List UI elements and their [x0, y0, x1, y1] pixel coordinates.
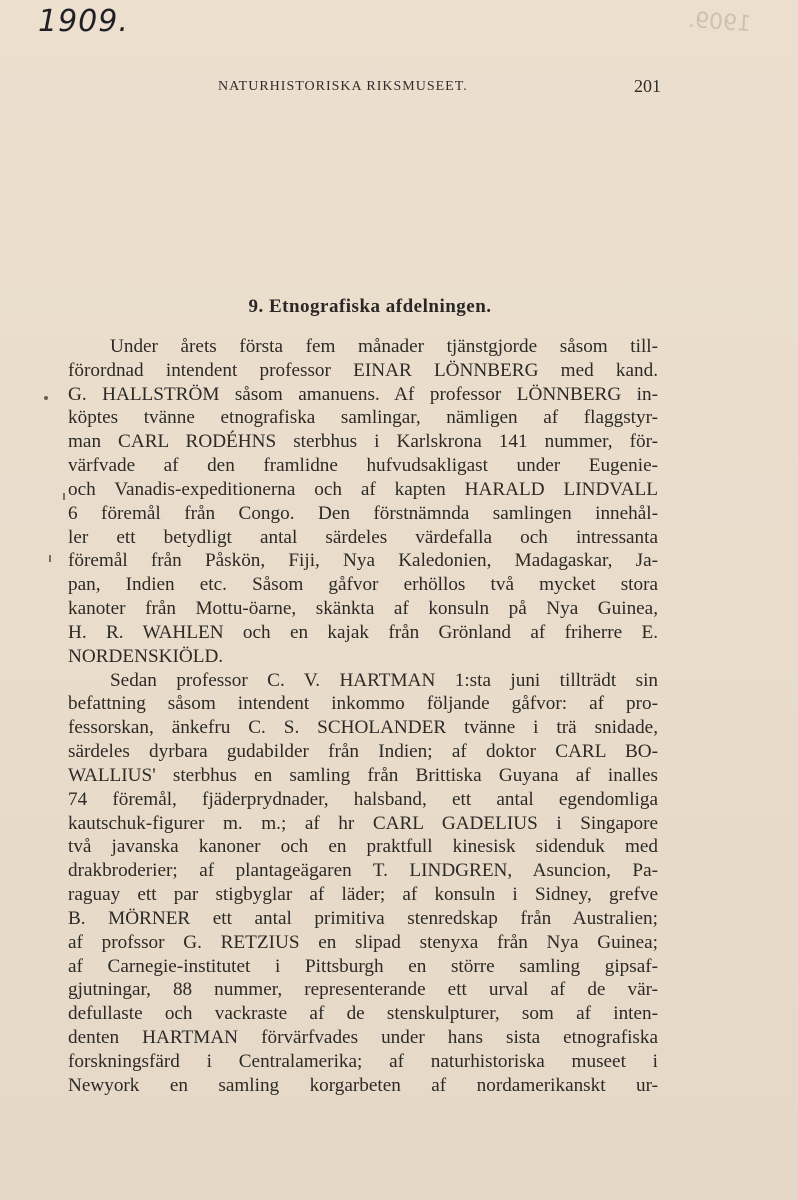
text-line: af Carnegie-institutet i Pittsburgh en större samling gipsaf-	[68, 955, 658, 977]
running-header: NATURHISTORISKA RIKSMUSEET.	[218, 79, 468, 94]
text-line: förordnad intendent professor EINAR LÖNNBERG med kand.	[68, 359, 658, 381]
text-line: NORDENSKIÖLD.	[68, 645, 224, 667]
text-line: raguay ett par stigbyglar af läder; af konsuln i Sidney, grefve	[68, 884, 658, 906]
section-heading: 9. Etnografiska afdelningen.	[248, 296, 492, 317]
text-line: forskningsfärd i Centralamerika; af naturhistoriska museet i	[68, 1050, 658, 1072]
text-line: 6 föremål från Congo. Den förstnämnda samlingen innehål-	[68, 502, 658, 524]
text-line: H. R. WAHLEN och en kajak från Grönland af friherre E.	[68, 621, 658, 643]
text-line: man CARL RODÉHNS sterbhus i Karlskrona 141 nummer, för-	[68, 431, 658, 453]
text-line: gjutningar, 88 nummer, representerande ett urval af de vär-	[68, 979, 658, 1001]
text-line: köptes tvänne etnografiska samlingar, nämligen af flaggstyr-	[68, 407, 658, 429]
text-line: ler ett betydligt antal särdeles värdefalla och intressanta	[68, 526, 658, 548]
text-line: G. HALLSTRÖM såsom amanuens. Af professor LÖNNBERG in-	[68, 383, 658, 405]
margin-mark	[49, 555, 51, 562]
text-line: värfvade af den framlidne hufvudsakligast under Eugenie-	[68, 455, 658, 477]
text-line: och Vanadis-expeditionerna och af kapten HARALD LINDVALL	[68, 478, 658, 500]
margin-dot	[44, 396, 48, 400]
text-line: särdeles dyrbara gudabilder från Indien; af doktor CARL BO-	[68, 741, 658, 763]
text-line: WALLIUS' sterbhus en samling från Brittiska Guyana af inalles	[68, 764, 658, 786]
text-line: befattning såsom intendent inkommo följande gåfvor: af pro-	[68, 693, 658, 715]
text-line: af profssor G. RETZIUS en slipad stenyxa från Nya Guinea;	[68, 931, 658, 953]
text-line: föremål från Påskön, Fiji, Nya Kaledonien, Madagaskar, Ja-	[68, 550, 658, 572]
bleed-through-stamp: 1909.	[687, 7, 752, 38]
text-line: fessorskan, änkefru C. S. SCHOLANDER tvänne i trä snidade,	[68, 717, 658, 739]
handwritten-year: 1909.	[38, 4, 129, 39]
text-line: kautschuk-figurer m. m.; af hr CARL GADELIUS i Singapore	[68, 812, 658, 834]
page-number: 201	[634, 76, 661, 96]
text-line: pan, Indien etc. Såsom gåfvor erhöllos två mycket stora	[68, 574, 658, 596]
text-line: defullaste och vackraste af de stenskulpturer, som af inten-	[68, 1003, 658, 1025]
text-line: Under årets första fem månader tjänstgjorde såsom till-	[110, 336, 658, 357]
text-line: drakbroderier; af plantageägaren T. LINDGREN, Asuncion, Pa-	[68, 860, 658, 882]
text-line: Newyork en samling korgarbeten af nordamerikanskt ur-	[68, 1074, 658, 1096]
text-line: två javanska kanoner och en praktfull kinesisk sidenduk med	[68, 836, 658, 858]
margin-mark	[63, 493, 65, 500]
body-text	[68, 335, 658, 1098]
text-line: B. MÖRNER ett antal primitiva stenredskap från Australien;	[68, 907, 658, 929]
text-line: denten HARTMAN förvärfvades under hans sista etnografiska	[68, 1027, 658, 1049]
text-line: Sedan professor C. V. HARTMAN 1:sta juni tillträdt sin	[110, 669, 658, 691]
text-line: kanoter från Mottu-öarne, skänkta af konsuln på Nya Guinea,	[68, 598, 658, 620]
text-line: 74 föremål, fjäderprydnader, halsband, ett antal egendomliga	[68, 788, 658, 810]
